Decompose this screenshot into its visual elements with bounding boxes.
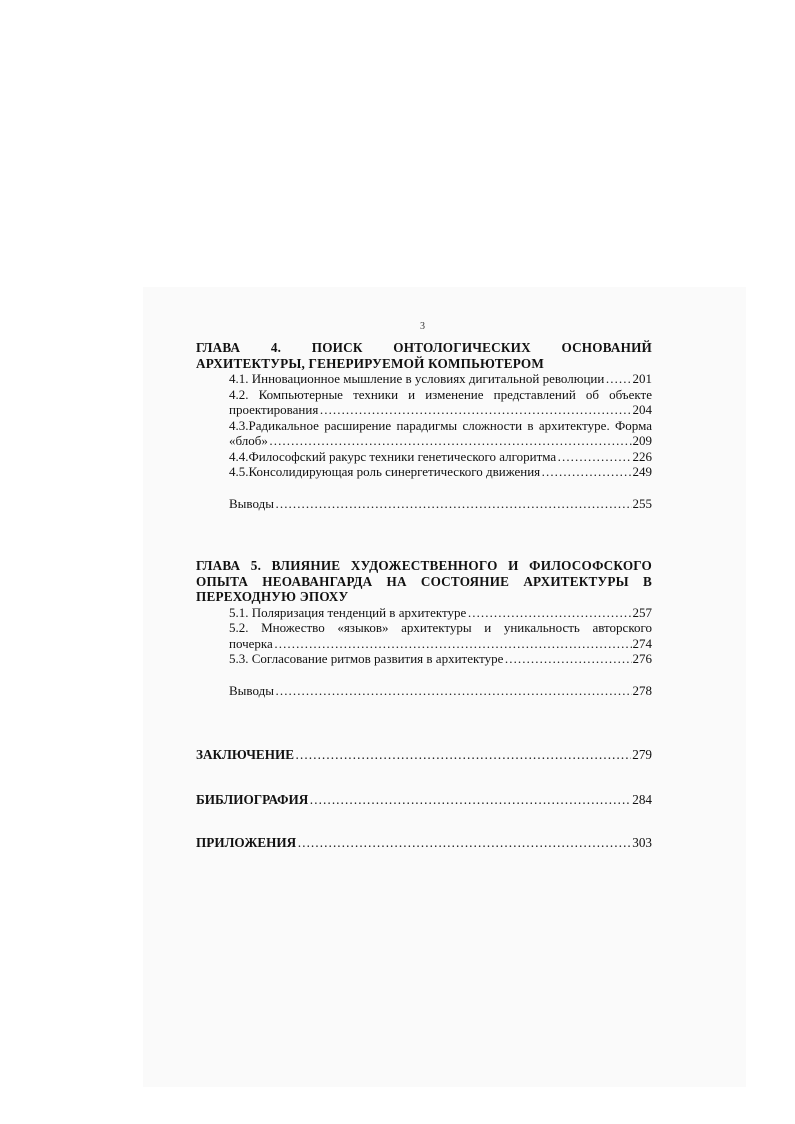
toc-entry-label: почерка xyxy=(229,635,273,651)
leader-dots xyxy=(319,402,631,418)
leader-dots xyxy=(309,792,631,808)
toc-entry-page: 255 xyxy=(632,495,652,511)
toc-section-label: ЗАКЛЮЧЕНИЕ xyxy=(196,747,295,762)
leader-dots xyxy=(504,651,631,667)
toc-entry-page: 201 xyxy=(632,371,652,386)
toc-entry-page: 276 xyxy=(632,651,652,666)
toc-section-appendices xyxy=(196,835,652,851)
toc-entry xyxy=(229,651,652,667)
chapter-5-entries xyxy=(196,605,652,699)
toc-entry-page: 209 xyxy=(632,433,652,448)
leader-dots xyxy=(269,433,632,449)
toc-section-label: ПРИЛОЖЕНИЯ xyxy=(196,835,297,850)
toc-entry-page: 204 xyxy=(632,402,652,417)
toc-entry-label: Выводы xyxy=(229,495,274,511)
leader-dots xyxy=(274,636,632,652)
page-number: 3 xyxy=(420,321,425,332)
toc-entry-line1: 4.2. Компьютерные техники и изменение представлений об объекте xyxy=(229,386,652,402)
toc-conclusion xyxy=(229,683,652,699)
toc-entry-label: 4.1. Инновационное мышление в условиях дигитальной революции xyxy=(229,371,605,386)
toc-section-conclusion xyxy=(196,747,652,763)
toc-section-label: БИБЛИОГРАФИЯ xyxy=(196,791,309,807)
toc-entry xyxy=(229,636,652,652)
toc-section-page: 303 xyxy=(632,835,652,850)
toc-entry-line1: 4.3.Радикальное расширение парадигмы сложности в архитектуре. Форма xyxy=(229,417,652,433)
table-of-contents xyxy=(196,340,652,851)
chapter-4-entries xyxy=(196,371,652,511)
toc-entry-page: 274 xyxy=(632,635,652,651)
leader-dots xyxy=(295,747,631,763)
leader-dots xyxy=(467,605,631,621)
toc-section-page: 279 xyxy=(632,747,652,762)
toc-entry xyxy=(229,464,652,480)
leader-dots xyxy=(605,371,631,387)
toc-entry-label: «блоб» xyxy=(229,433,268,448)
toc-entry xyxy=(229,605,652,621)
toc-entry-page: 249 xyxy=(632,464,652,479)
toc-entry xyxy=(229,371,652,387)
toc-entry-label: Выводы xyxy=(229,682,274,698)
toc-entry-label: 4.5.Консолидирующая роль синергетического движения xyxy=(229,464,541,479)
toc-entry-label: 5.1. Поляризация тенденций в архитектуре xyxy=(229,604,467,620)
toc-entry-page: 226 xyxy=(632,448,652,464)
toc-entry-label: 5.3. Согласование ритмов развития в архитектуре xyxy=(229,651,504,666)
leader-dots xyxy=(275,496,632,512)
toc-conclusion xyxy=(229,496,652,512)
toc-entry-label: 4.4.Философский ракурс техники генетического алгоритма xyxy=(229,448,557,464)
toc-section-bibliography xyxy=(196,792,652,808)
toc-entry-page: 278 xyxy=(632,682,652,698)
leader-dots xyxy=(541,464,631,480)
leader-dots xyxy=(297,835,631,851)
toc-entry-line1: 5.2. Множество «языков» архитектуры и уникальность авторского xyxy=(229,620,652,635)
leader-dots xyxy=(557,449,631,465)
chapter-5-heading: ГЛАВА 5. ВЛИЯНИЕ ХУДОЖЕСТВЕННОГО И ФИЛОСОФСКОГО ОПЫТА НЕОАВАНГАРДА НА СОСТОЯНИЕ АРХИТЕКТУРЫ В ПЕРЕХОДНУЮ ЭПОХУ xyxy=(196,558,652,604)
leader-dots xyxy=(275,683,632,699)
toc-entry xyxy=(229,402,652,418)
toc-entry-label: проектирования xyxy=(229,402,319,417)
toc-entry xyxy=(229,433,652,449)
toc-section-page: 284 xyxy=(632,791,652,807)
chapter-4-heading: ГЛАВА 4. ПОИСК ОНТОЛОГИЧЕСКИХ ОСНОВАНИЙ АРХИТЕКТУРЫ, ГЕНЕРИРУЕМОЙ КОМПЬЮТЕРОМ xyxy=(196,340,652,371)
toc-entry-page: 257 xyxy=(632,604,652,620)
toc-entry xyxy=(229,449,652,465)
